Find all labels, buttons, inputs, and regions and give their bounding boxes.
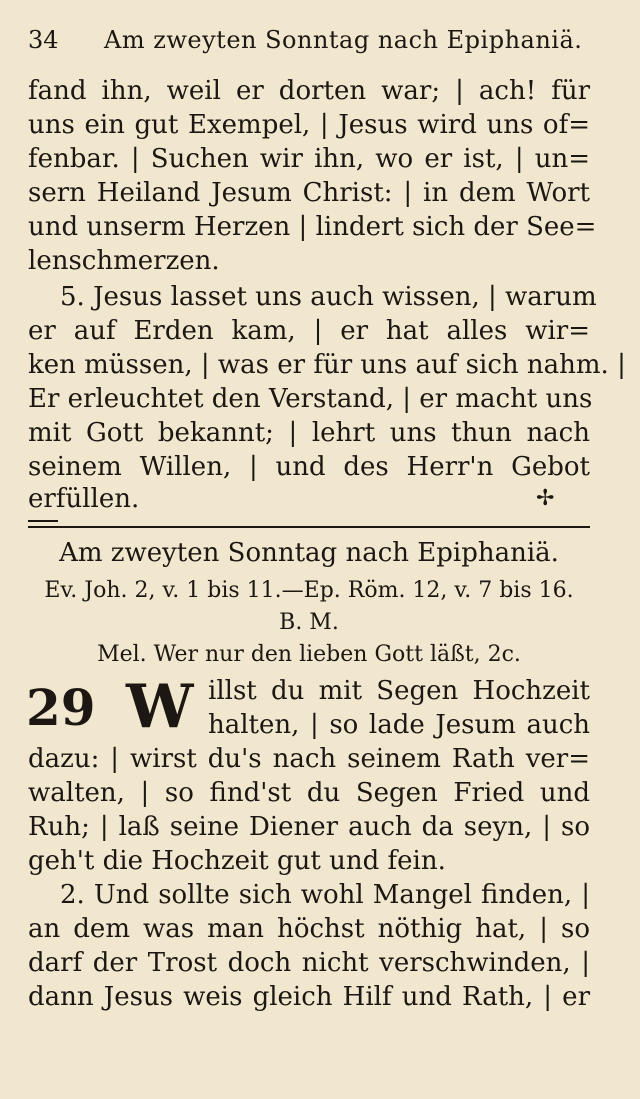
prev-hymn-line: fand ihn, weil er dorten war; | ach! für <box>28 76 590 106</box>
hymn-number: 29 <box>26 678 96 737</box>
prev-hymn-line: er auf Erden kam, | er hat alles wir= <box>28 316 590 346</box>
hymn-line: dazu: | wirst du's nach seinem Rath ver= <box>28 744 590 774</box>
hymn-verse-line: 2. Und sollte sich wohl Mangel finden, | <box>60 880 590 910</box>
prev-hymn-line: lenschmerzen. <box>28 246 220 276</box>
end-mark: ✢ <box>536 486 555 511</box>
drop-cap: W <box>126 672 194 742</box>
hymn-line: illst du mit Segen Hochzeit <box>208 676 590 706</box>
prev-hymn-line: seinem Willen, | und des Herr'n Gebot <box>28 452 590 482</box>
melody: Mel. Wer nur den lieben Gott läßt, 2c. <box>97 642 521 667</box>
running-title: Am zweyten Sonntag nach Epiphaniä. <box>104 26 583 54</box>
prev-hymn-line: und unserm Herzen | lindert sich der See= <box>28 212 597 242</box>
prev-hymn-line: uns ein gut Exempel, | Jesus wird uns of= <box>28 110 590 140</box>
section-title: Am zweyten Sonntag nach Epiphaniä. <box>59 538 559 568</box>
hymn-line: darf der Trost doch nicht verschwinden, | <box>28 948 590 978</box>
prev-hymn-line: sern Heiland Jesum Christ: | in dem Wort <box>28 178 590 208</box>
hymn-line: walten, | so find'st du Segen Fried und <box>28 778 590 808</box>
scripture-readings: Ev. Joh. 2, v. 1 bis 11.—Ep. Röm. 12, v. 7 bis 16. <box>44 578 574 603</box>
hymn-line: Ruh; | laß seine Diener auch da seyn, | so <box>28 812 590 842</box>
prev-hymn-verse-line: 5. Jesus lasset uns auch wissen, | warum <box>60 282 597 312</box>
prev-hymn-line: mit Gott bekannt; | lehrt uns thun nach <box>28 418 590 448</box>
prev-hymn-line: erfüllen. <box>28 484 140 514</box>
prev-hymn-line: fenbar. | Suchen wir ihn, wo er ist, | un= <box>28 144 590 174</box>
hymn-line: dann Jesus weis gleich Hilf und Rath, | er <box>28 982 590 1012</box>
hymn-line: an dem was man höchst nöthig hat, | so <box>28 914 590 944</box>
page-number: 34 <box>28 26 59 54</box>
meter: B. M. <box>279 610 339 635</box>
prev-hymn-line: Er erleuchtet den Verstand, | er macht uns <box>28 384 593 414</box>
hymn-line: halten, | so lade Jesum auch <box>208 710 590 740</box>
prev-hymn-line: ken müssen, | was er für uns auf sich nahm. | <box>28 350 626 380</box>
divider-rule <box>28 526 590 528</box>
divider-short <box>28 520 58 522</box>
hymn-line: geh't die Hochzeit gut und fein. <box>28 846 446 876</box>
